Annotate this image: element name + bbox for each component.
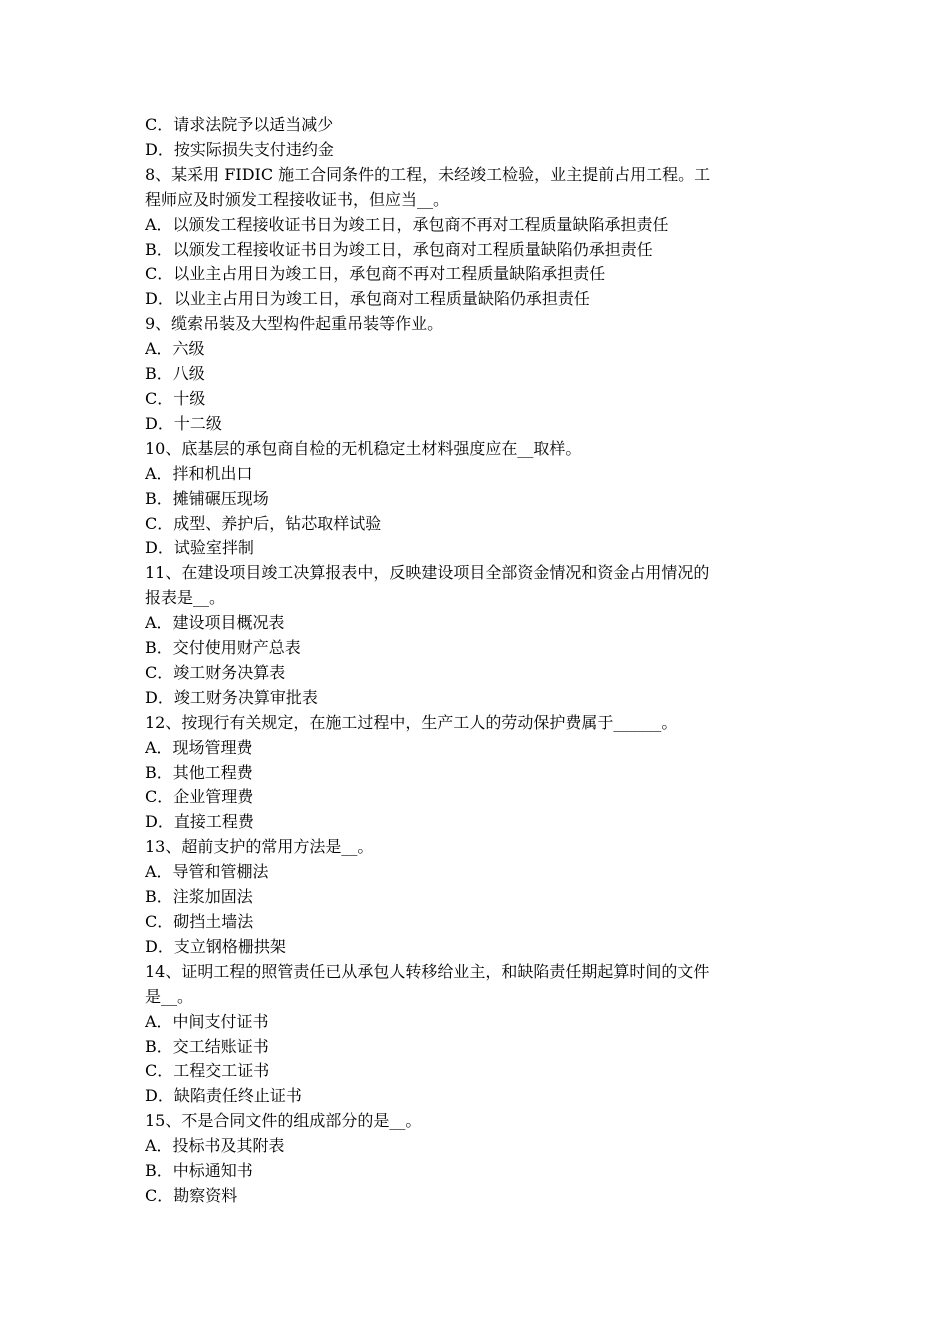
option-text: D．竣工财务决算审批表 [145, 687, 318, 707]
option-text: D．缺陷责任终止证书 [145, 1086, 302, 1106]
option-text: A．以颁发工程接收证书日为竣工日，承包商不再对工程质量缺陷承担责任 [145, 214, 669, 234]
option-text: C．企业管理费 [145, 787, 254, 807]
question-text: 14、证明工程的照管责任已从承包人转移给业主，和缺陷责任期起算时间的文件 [145, 961, 710, 981]
question-text: 15、不是合同文件的组成部分的是__。 [145, 1111, 422, 1131]
option-text: D．支立钢格栅拱架 [145, 936, 286, 956]
option-text: C．工程交工证书 [145, 1061, 270, 1081]
question-text: 10、底基层的承包商自检的无机稳定土材料强度应在__取样。 [145, 438, 582, 458]
option-text: A．建设项目概况表 [145, 613, 285, 633]
option-text: B．八级 [145, 364, 205, 384]
question-text: 报表是__。 [145, 588, 226, 608]
option-text: B．以颁发工程接收证书日为竣工日，承包商对工程质量缺陷仍承担责任 [145, 239, 653, 259]
option-text: D．十二级 [145, 413, 222, 433]
question-text: 11、在建设项目竣工决算报表中，反映建设项目全部资金情况和资金占用情况的 [145, 563, 710, 583]
option-text: D．以业主占用日为竣工日，承包商对工程质量缺陷仍承担责任 [145, 289, 590, 309]
text-line: D．按实际损失支付违约金 [145, 139, 334, 159]
option-text: B．交付使用财产总表 [145, 638, 301, 658]
question-text: 12、按现行有关规定，在施工过程中，生产工人的劳动保护费属于______。 [145, 712, 678, 732]
option-text: A．中间支付证书 [145, 1011, 269, 1031]
option-text: C．勘察资料 [145, 1185, 238, 1205]
option-text: B．其他工程费 [145, 762, 253, 782]
question-text: 9、缆索吊装及大型构件起重吊装等作业。 [145, 314, 444, 334]
option-text: A．拌和机出口 [145, 463, 253, 483]
option-text: A．投标书及其附表 [145, 1136, 285, 1156]
question-text: 13、超前支护的常用方法是__。 [145, 837, 374, 857]
document-page [145, 113, 810, 1209]
option-text: D．试验室拌制 [145, 538, 254, 558]
option-text: C．竣工财务决算表 [145, 662, 286, 682]
option-text: B．摊铺碾压现场 [145, 488, 269, 508]
question-text: 程师应及时颁发工程接收证书，但应当__。 [145, 189, 450, 209]
option-text: B．注浆加固法 [145, 887, 253, 907]
text-line: C．请求法院予以适当减少 [145, 115, 334, 134]
option-text: A．六级 [145, 339, 205, 359]
option-text: C．十级 [145, 388, 206, 408]
option-text: A．导管和管棚法 [145, 862, 269, 882]
question-text: 8、某采用 FIDIC 施工合同条件的工程，未经竣工检验，业主提前占用工程。工 [145, 164, 711, 184]
option-text: D．直接工程费 [145, 812, 254, 832]
option-text: C．成型、养护后，钻芯取样试验 [145, 513, 382, 533]
option-text: B．中标通知书 [145, 1161, 253, 1181]
option-text: B．交工结账证书 [145, 1036, 269, 1056]
question-text: 是__。 [145, 986, 194, 1006]
option-text: A．现场管理费 [145, 737, 253, 757]
option-text: C．砌挡土墙法 [145, 912, 254, 931]
option-text: C．以业主占用日为竣工日，承包商不再对工程质量缺陷承担责任 [145, 264, 606, 284]
